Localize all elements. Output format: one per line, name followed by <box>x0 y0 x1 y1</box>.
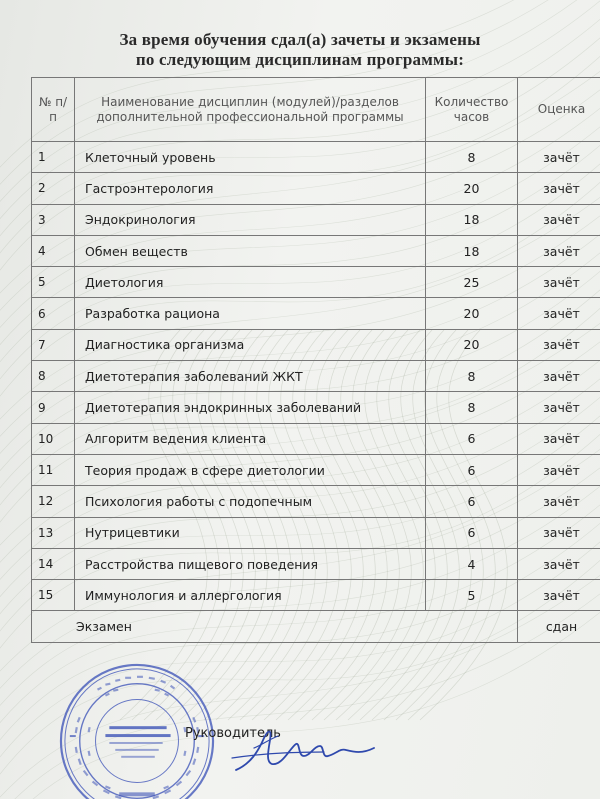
table-row <box>32 392 600 423</box>
grade-value: зачёт <box>518 454 600 485</box>
row-number: 15 <box>32 580 75 611</box>
director-signature <box>228 718 378 778</box>
table-row <box>32 454 600 485</box>
discipline-name: Разработка рациона <box>75 298 426 329</box>
grade-value: зачёт <box>518 204 600 235</box>
row-number: 12 <box>32 486 75 517</box>
row-number: 8 <box>32 361 75 392</box>
table-row <box>32 235 600 266</box>
hours-value: 6 <box>426 486 518 517</box>
hours-value: 20 <box>426 173 518 204</box>
row-number: 4 <box>32 235 75 266</box>
table-row <box>32 423 600 454</box>
row-number: 11 <box>32 454 75 485</box>
table-row <box>32 329 600 360</box>
table-row <box>32 580 600 611</box>
discipline-name: Диагностика организма <box>75 329 426 360</box>
discipline-name: Диетотерапия заболеваний ЖКТ <box>75 361 426 392</box>
hours-value: 18 <box>426 235 518 266</box>
table-row <box>32 298 600 329</box>
grade-value: зачёт <box>518 486 600 517</box>
row-number: 3 <box>32 204 75 235</box>
hours-value: 20 <box>426 298 518 329</box>
table-row <box>32 173 600 204</box>
row-number: 5 <box>32 267 75 298</box>
table-row <box>32 142 600 173</box>
grade-value: зачёт <box>518 548 600 579</box>
column-header-discipline: Наименование дисциплин (модулей)/разделов дополнительной профессиональной программы <box>75 78 426 142</box>
discipline-name: Гастроэнтерология <box>75 173 426 204</box>
row-number: 7 <box>32 329 75 360</box>
discipline-name: Диетотерапия эндокринных заболеваний <box>75 392 426 423</box>
row-number: 9 <box>32 392 75 423</box>
table-row <box>32 486 600 517</box>
discipline-name: Теория продаж в сфере диетологии <box>75 454 426 485</box>
column-header-number: № п/п <box>32 78 75 142</box>
row-number: 13 <box>32 517 75 548</box>
column-header-hours: Количество часов <box>426 78 518 142</box>
grade-value: зачёт <box>518 392 600 423</box>
discipline-name: Алгоритм ведения клиента <box>75 423 426 454</box>
discipline-name: Иммунология и аллергология <box>75 580 426 611</box>
grade-value: зачёт <box>518 298 600 329</box>
table-row <box>32 204 600 235</box>
discipline-name: Расстройства пищевого поведения <box>75 548 426 579</box>
row-number: 2 <box>32 173 75 204</box>
discipline-name: Обмен веществ <box>75 235 426 266</box>
signer-label: Руководитель <box>185 726 281 741</box>
page-title-line-2: по следующим дисциплинам программы: <box>135 50 465 69</box>
discipline-name: Эндокринология <box>75 204 426 235</box>
page-title-line-1: За время обучения сдал(а) зачеты и экзамены <box>119 30 481 49</box>
grade-value: зачёт <box>518 423 600 454</box>
table-row <box>32 548 600 579</box>
discipline-name: Психология работы с подопечным <box>75 486 426 517</box>
hours-value: 6 <box>426 454 518 485</box>
hours-value: 18 <box>426 204 518 235</box>
grade-value: зачёт <box>518 329 600 360</box>
discipline-name: Диетология <box>75 267 426 298</box>
grade-value: зачёт <box>518 267 600 298</box>
hours-value: 6 <box>426 423 518 454</box>
hours-value: 4 <box>426 548 518 579</box>
row-number: 10 <box>32 423 75 454</box>
hours-value: 5 <box>426 580 518 611</box>
hours-value: 6 <box>426 517 518 548</box>
hours-value: 20 <box>426 329 518 360</box>
table-row <box>32 267 600 298</box>
hours-value: 8 <box>426 142 518 173</box>
table-header-row <box>32 78 600 142</box>
disciplines-table <box>31 77 600 643</box>
hours-value: 8 <box>426 361 518 392</box>
table-row <box>32 361 600 392</box>
row-number: 14 <box>32 548 75 579</box>
grade-value: зачёт <box>518 580 600 611</box>
row-number: 6 <box>32 298 75 329</box>
column-header-grade: Оценка <box>518 78 600 142</box>
exam-row <box>32 611 600 642</box>
exam-grade: сдан <box>518 611 600 642</box>
exam-label: Экзамен <box>32 611 518 642</box>
grade-value: зачёт <box>518 142 600 173</box>
hours-value: 8 <box>426 392 518 423</box>
grade-value: зачёт <box>518 235 600 266</box>
grade-value: зачёт <box>518 173 600 204</box>
grade-value: зачёт <box>518 517 600 548</box>
row-number: 1 <box>32 142 75 173</box>
grade-value: зачёт <box>518 361 600 392</box>
discipline-name: Клеточный уровень <box>75 142 426 173</box>
discipline-name: Нутрицевтики <box>75 517 426 548</box>
hours-value: 25 <box>426 267 518 298</box>
table-row <box>32 517 600 548</box>
